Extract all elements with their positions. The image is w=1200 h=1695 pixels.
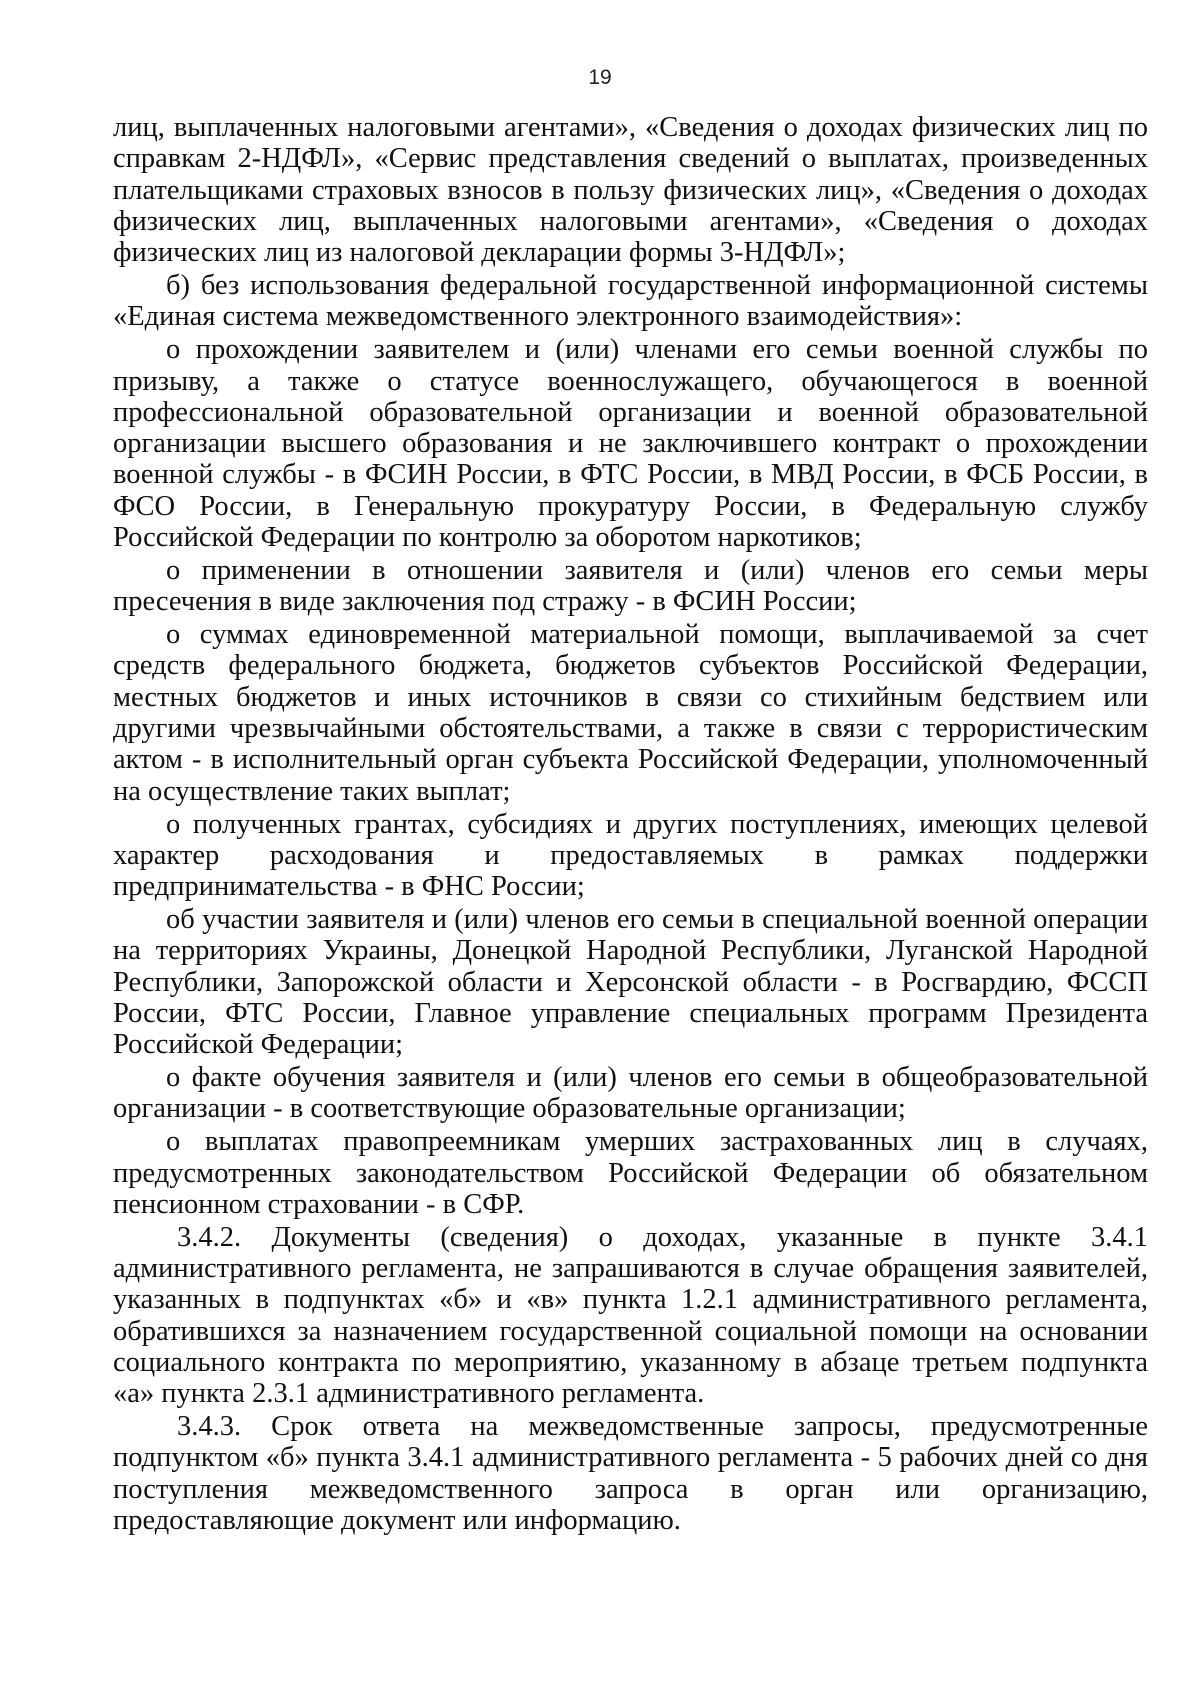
paragraph-custody-measure: о применении в отношении заявителя и (или) членов его семьи меры пресечения в виде заключения под стражу - в ФСИН России; xyxy=(113,554,1148,618)
paragraph-section-3-4-3: 3.4.3. Срок ответа на межведомственные запросы, предусмотренные подпунктом «б» пункта 3.4.1 административного регламента - 5 рабочих дней со дня поступления межведомственного запроса в орган или организацию, предоставляющие документ или информацию. xyxy=(113,1411,1148,1536)
paragraph-material-aid: о суммах единовременной материальной помощи, выплачиваемой за счет средств федерального бюджета, бюджетов субъектов Российской Федерации, местных бюджетов и иных источников в связи со стихийным бедствием или другими чрезвычайными обстоятельствами, а также в связи с террористическим актом - в исполнительный орган субъекта Российской Федерации, уполномоченный на осуществление таких выплат; xyxy=(113,619,1148,807)
paragraph-military-service: о прохождении заявителем и (или) членами его семьи военной службы по призыву, а также о статусе военнослужащего, обучающегося в военной профессиональной образовательной организации и военной образовательной организации высшего образования и не заключившего контракт о прохождении военной службы - в ФСИН России, в ФТС России, в МВД России, в ФСБ России, в ФСО России, в Генеральную прокуратуру России, в Федеральную службу Российской Федерации по контролю за оборотом наркотиков; xyxy=(113,334,1148,554)
paragraph-special-military-operation: об участии заявителя и (или) членов его семьи в специальной военной операции на территориях Украины, Донецкой Народной Республики, Луганской Народной Республики, Запорожской области и Херсонской области - в Росгвардию, ФССП России, ФТС России, Главное управление специальных программ Президента Российской Федерации; xyxy=(113,903,1148,1061)
page-number: 19 xyxy=(588,66,612,89)
paragraph-income-sources-continued: лиц, выплаченных налоговыми агентами», «Сведения о доходах физических лиц по справкам 2-НДФЛ», «Сервис представления сведений о выплатах, произведенных плательщиками страховых взносов в пользу физических лиц», «Сведения о доходах физических лиц, выплаченных налоговыми агентами», «Сведения о доходах физических лиц из налоговой декларации формы 3-НДФЛ»; xyxy=(113,112,1148,269)
paragraph-successor-payments: о выплатах правопреемникам умерших застрахованных лиц в случаях, предусмотренных законодательством Российской Федерации об обязательном пенсионном страховании - в СФР. xyxy=(113,1126,1148,1220)
paragraph-section-3-4-2: 3.4.2. Документы (сведения) о доходах, указанные в пункте 3.4.1 административного регламента, не запрашиваются в случае обращения заявителей, указанных в подпунктах «б» и «в» пункта 1.2.1 административного регламента, обратившихся за назначением государственной социальной помощи на основании социального контракта по мероприятию, указанному в абзаце третьем подпункта «а» пункта 2.3.1 административного регламента. xyxy=(113,1221,1148,1410)
paragraph-subitem-b: б) без использования федеральной государственной информационной системы «Единая система межведомственного электронного взаимодействия»: xyxy=(113,270,1148,333)
paragraph-education-fact: о факте обучения заявителя и (или) членов его семьи в общеобразовательной организации - в соответствующие образовательные организации; xyxy=(113,1062,1148,1125)
document-body xyxy=(113,112,1148,1538)
paragraph-grants-subsidies: о полученных грантах, субсидиях и других поступлениях, имеющих целевой характер расходования и предоставляемых в рамках поддержки предпринимательства - в ФНС России; xyxy=(113,808,1148,903)
